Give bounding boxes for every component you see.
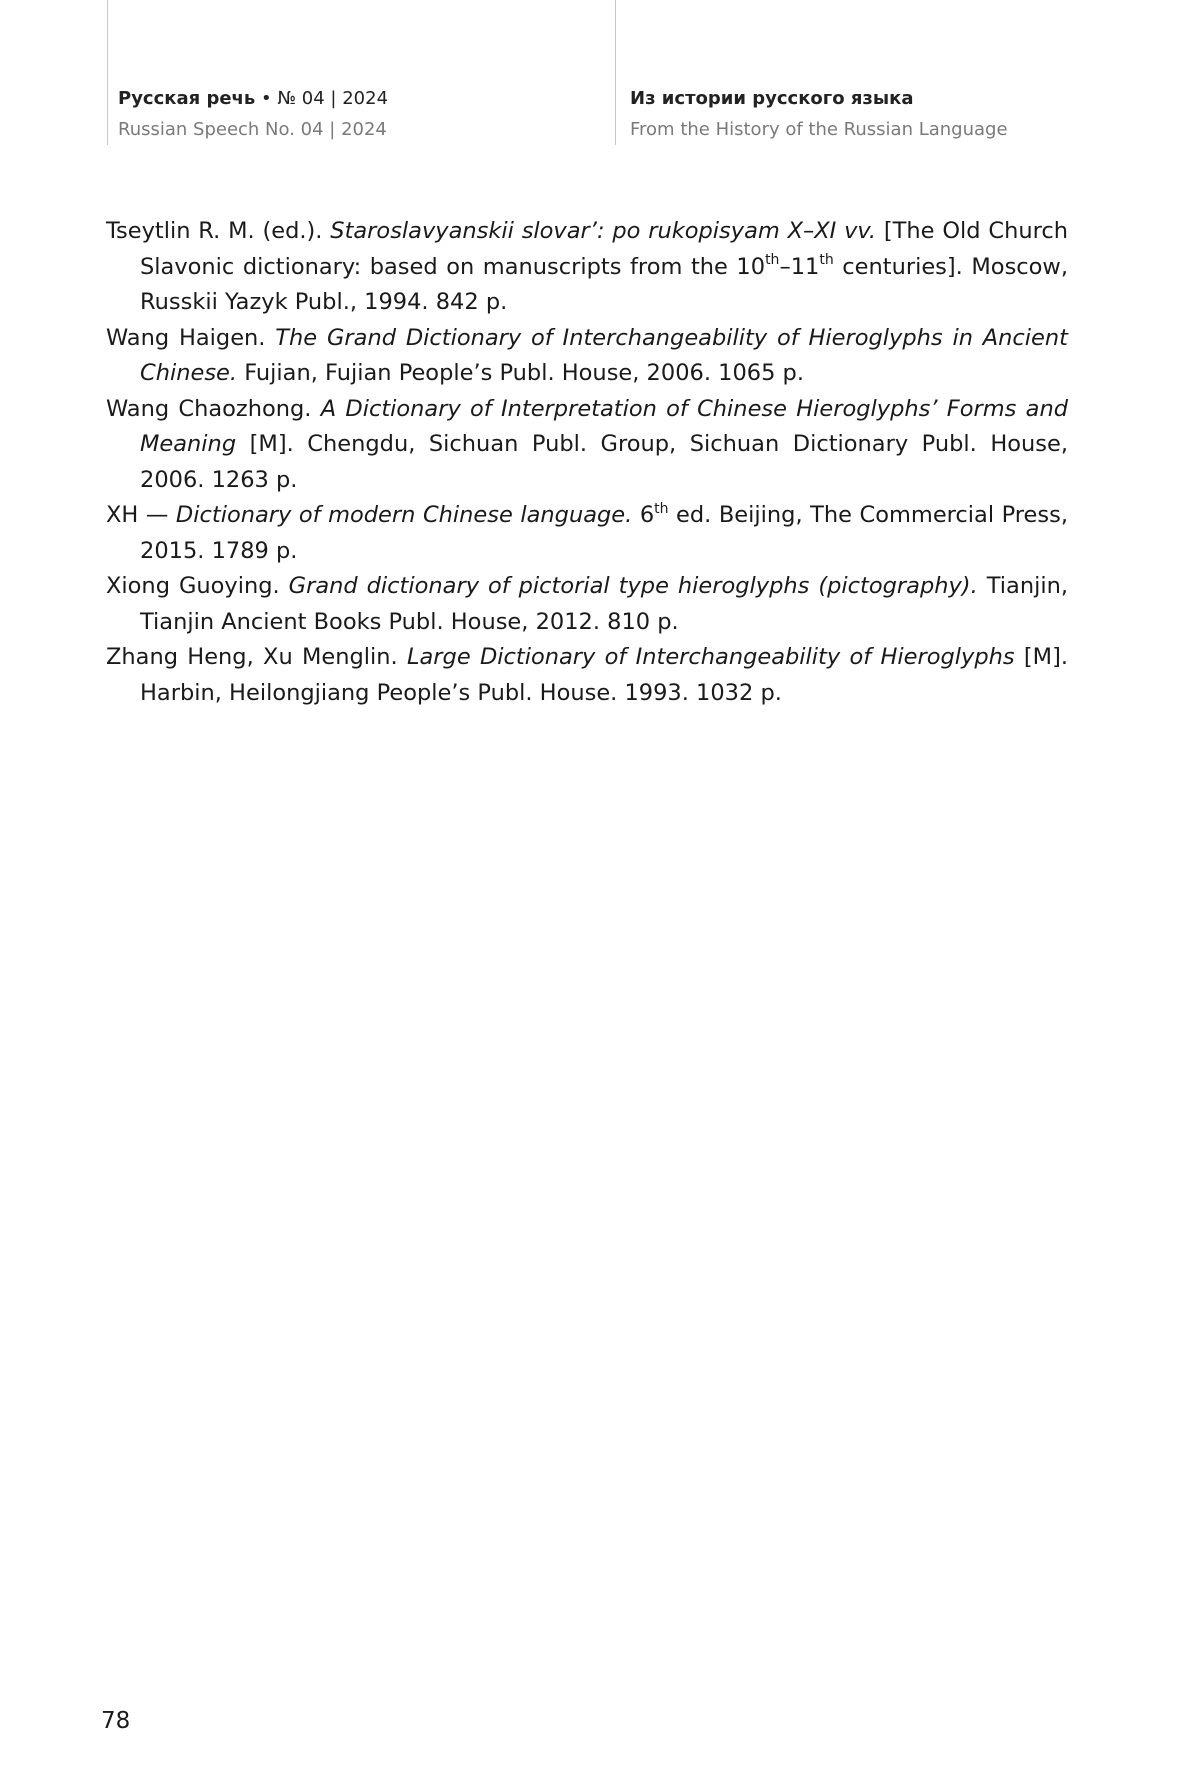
reference-superscript: th (654, 500, 669, 517)
reference-entry-wang-chaozhong (106, 392, 1068, 499)
reference-title: Dictionary of modern Chinese language. (175, 502, 633, 528)
running-header-section (630, 88, 1008, 140)
journal-name-ru: Русская речь (118, 88, 256, 109)
reference-details: 6 (632, 502, 655, 528)
reference-authors: Wang Chaozhong. (106, 395, 321, 422)
journal-issue-ru: • № 04 | 2024 (255, 88, 389, 109)
reference-entry-xiong-guoying (106, 569, 1068, 640)
journal-title-en: Russian Speech No. 04 | 2024 (118, 118, 387, 140)
page-number: 78 (101, 1708, 131, 1734)
reference-title: Grand dictionary of pictorial type hieroglyphs (pictography). (288, 573, 978, 599)
reference-entry-wang-haigen (106, 321, 1068, 392)
reference-details: Tianjin, Tianjin Ancient Books Publ. House, 2012. 810 p. (140, 573, 1068, 635)
header-divider-right (615, 0, 616, 145)
reference-details: [M]. Harbin, Heilongjiang People’s Publ. House. 1993. 1032 p. (140, 644, 1068, 706)
reference-title: A Dictionary of Interpretation of Chinese Hieroglyphs’ Forms and Meaning (140, 395, 1068, 457)
reference-authors: Tseytlin R. M. (ed.). (106, 218, 331, 244)
reference-details: ed. Beijing, The Commercial Press, 2015. 1789 p. (140, 502, 1069, 564)
reference-superscript: th (765, 252, 780, 268)
reference-superscript: th (819, 252, 834, 268)
reference-title: Large Dictionary of Interchangeability of Hieroglyphs (406, 644, 1015, 670)
reference-authors: Xiong Guoying. (106, 573, 289, 599)
section-title-en: From the History of the Russian Language (630, 118, 1008, 140)
reference-authors: Wang Haigen. (106, 324, 276, 351)
reference-authors: Zhang Heng, Xu Menglin. (106, 644, 407, 670)
reference-details: centuries]. Moscow, Russkii Yazyk Publ., 1994. 842 p. (140, 253, 1068, 315)
reference-list (106, 214, 1068, 711)
reference-details: Fujian, Fujian People’s Publ. House, 2006. 1065 p. (237, 360, 804, 386)
reference-details: [M]. Chengdu, Sichuan Publ. Group, Sichuan Dictionary Publ. House, 2006. 1263 p. (140, 431, 1068, 493)
header-divider-left (107, 0, 108, 145)
reference-title: Staroslavyanskii slovar’: po rukopisyam X–XI vv. (330, 218, 877, 244)
section-title-ru: Из истории русского языка (630, 88, 914, 109)
reference-title: The Grand Dictionary of Interchangeability of Hieroglyphs in Ancient Chinese. (140, 324, 1068, 386)
reference-entry-xh (106, 498, 1068, 569)
reference-entry-zhang-heng (106, 640, 1068, 711)
reference-entry-tseytlin (106, 214, 1068, 321)
reference-details: –11 (779, 253, 820, 280)
reference-details: [The Old Church Slavonic dictionary: based on manuscripts from the 10 (140, 218, 1069, 280)
journal-title-ru-line (118, 88, 388, 110)
reference-authors: XH — (106, 502, 176, 528)
running-header-journal (118, 88, 388, 140)
